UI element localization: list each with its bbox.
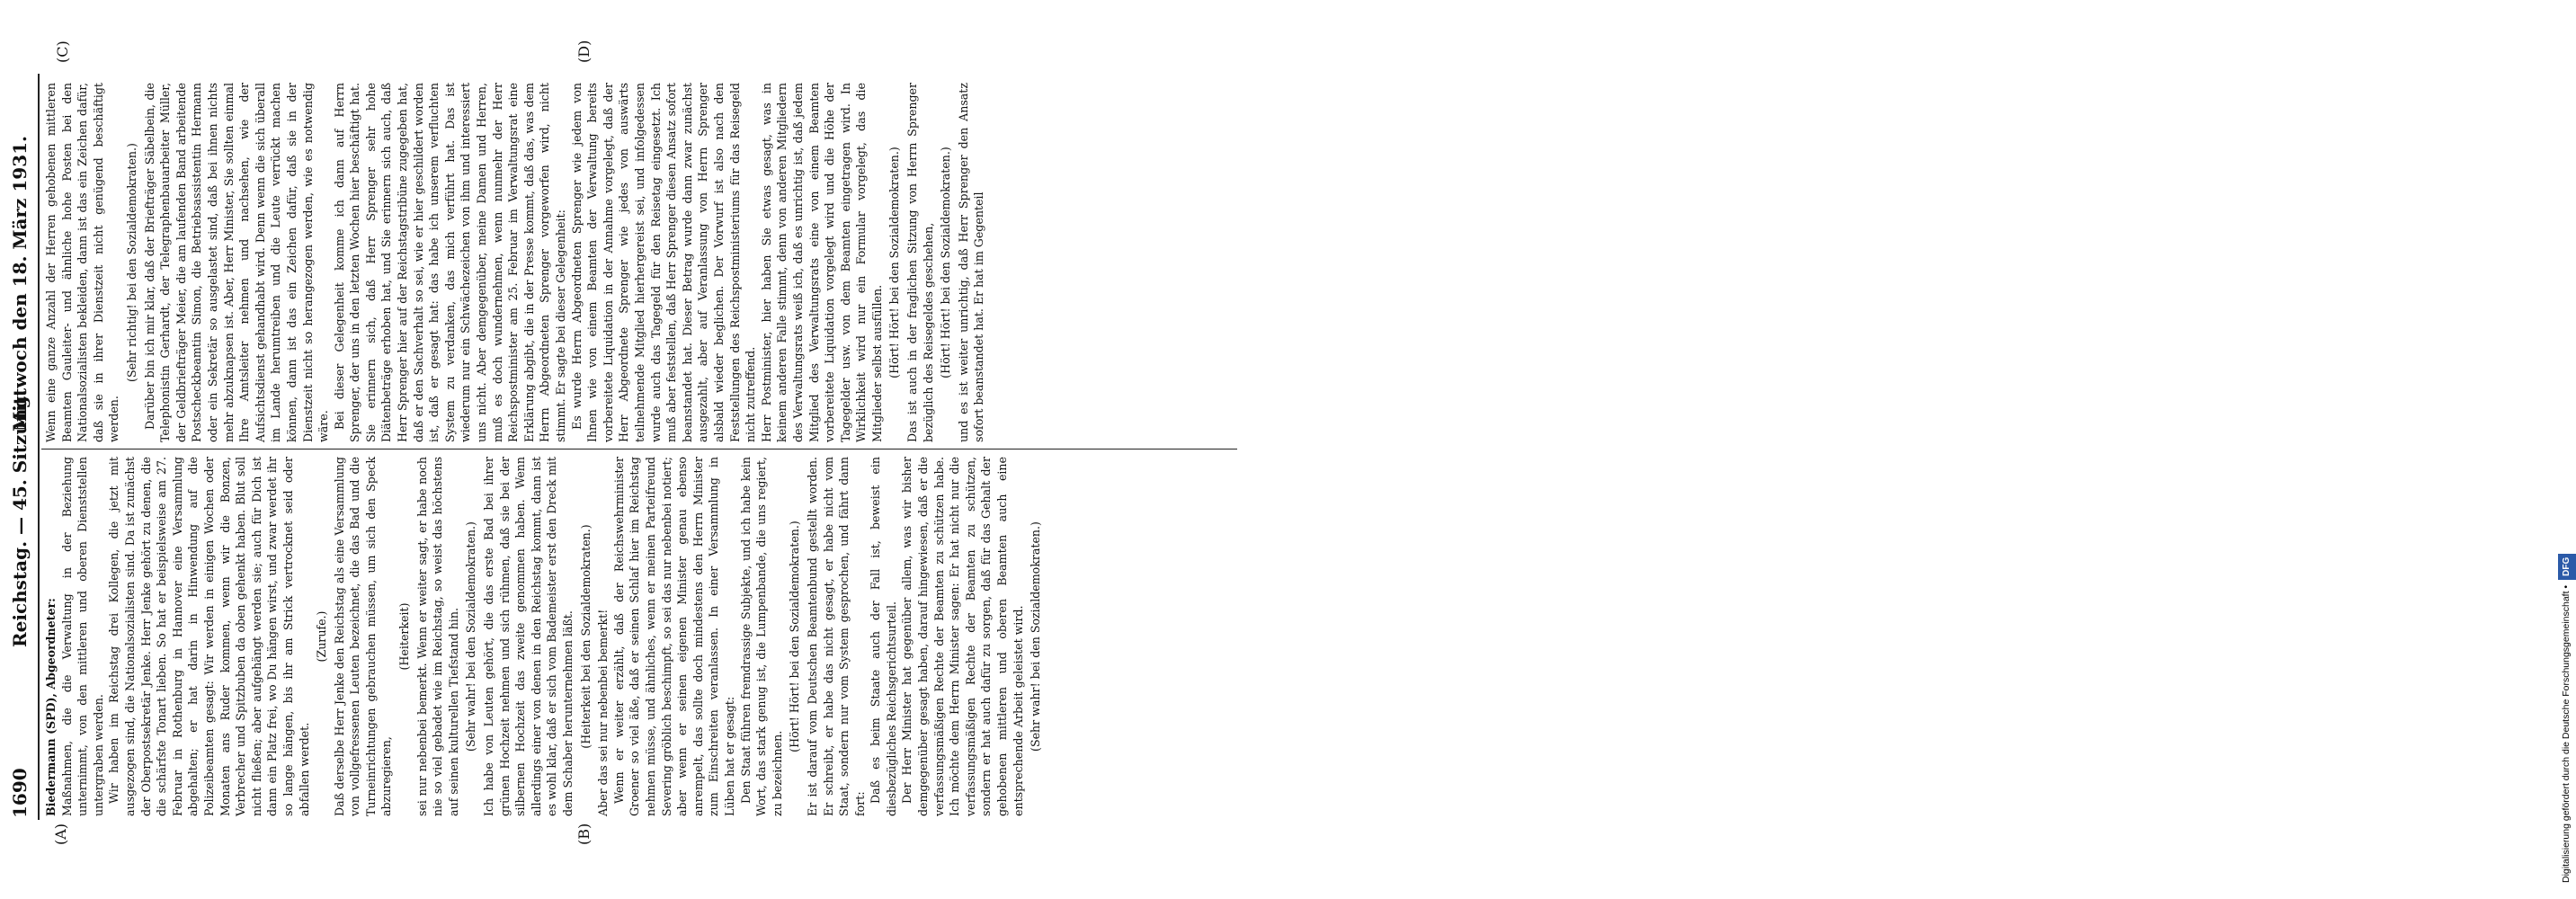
interjection: (Sehr wahr! bei den Sozialdemokraten.): [1029, 521, 1043, 752]
paragraph: Er ist darauf vom Deutschen Beamtenbund gestellt worden. Er schreibt, er habe das nicht gesagt, er habe nicht vom Staat, sondern nur vom System gesprochen, und fährt dann fort:: [805, 457, 867, 816]
margin-marker-d: (D): [575, 40, 593, 63]
quote: Den Staat führen fremdrassige Subjekte, und ich habe kein Wort, das stark genug ist, die Lumpenbande, die uns regiert, zu bezeichnen.: [738, 457, 784, 816]
paragraph: Maßnahmen, die die Verwaltung in der Beziehung unternimmt, von den mittleren und oberen Dienststellen untergraben werden.: [59, 457, 105, 816]
left-column: [43, 457, 1046, 816]
interjection: (Heiterkeit): [397, 602, 412, 671]
paragraph: Wenn eine ganze Anzahl der Herren gehobenen mittleren Beamten Gauleiter- und ähnliche hohe Posten bei den Nationalsozialisten bekleiden, dann ist das ein Zeichen dafür, daß sie in ihrer Dienstzeit nicht genügend beschäftigt werden.: [44, 83, 121, 442]
interjection: (Zurufe.): [315, 610, 329, 663]
paragraph: Wir haben im Reichstag drei Kollegen, die jetzt mit ausgezogen sind, die Nationalsozialisten sind. Da ist zunächst der Oberpostsekretär Jenke. Herr Jenke gehört zu denen, die die schärfste Tonart lieben. So hat er beispielsweise am 27. Februar in Rothenburg in Hannover eine Versammlung abgehalten; er hat darin in Hinwendung auf die Polizeibeamten gesagt: Wir werden in einigen Wochen oder Monaten ans Ruder kommen, wenn wir die Bonzen, Verbrecher und Spitzbuben da oben gehenkt haben. Blut soll nicht fließen; aber aufgehängt werden sie; auch für Dich ist dann ein Platz frei, wo Du hängen wirst, und zwar werdet ihr so lange hängen, bis ihr am Strick vertrocknet seid oder abfallen werdet.: [107, 457, 311, 816]
page-header: [9, 81, 45, 818]
interjection: (Hört! Hört! bei den Sozialdemokraten.): [939, 147, 953, 378]
session-title: Reichstag. — 45. Sitzung.: [9, 389, 31, 647]
quote: Daß es beim Staate auch der Fall ist, beweist ein diesbezügliches Reichsgerichtsurteil.: [869, 457, 898, 816]
paragraph: sei nur nebenbei bemerkt. Wenn er weiter sagt, er habe noch nie so viel gebadet wie im Reichstag, so weist das höchstens auf seinen kulturellen Tiefstand hin.: [414, 457, 460, 816]
interjection: (Sehr richtig! bei den Sozialdemokraten.): [124, 143, 138, 382]
right-column: [43, 83, 987, 442]
interjection: (Hört! Hört! bei den Sozialdemokraten.): [788, 521, 802, 752]
paragraph: Ich habe von Leuten gehört, die das erste Bad bei ihrer grünen Hochzeit nehmen und sich rühmen, daß sie bei der silbernen Hochzeit das zweite genommen haben. Wenn allerdings einer von denen in den Reichstag kommt, dann ist es wohl klar, daß er sich vom Bademeister erst den Dreck mit dem Schaber herunternehmen läßt.: [482, 457, 575, 816]
paragraph: Darüber bin ich mir klar, daß der Briefträger Säbelbein, die Telephonistin Gerhardt, der Telegraphenbauarbeiter Müller, der Geldbriefträger Meier, die am laufenden Band arbeitende Postscheckbeamtin Simon, die Betriebsassistentin Hermann oder ein Sekretär so ausgelastet sind, daß bei ihnen nichts mehr abzuknapsen ist. Aber, Herr Minister, Sie sollten einmal Ihre Amtsleiter nehmen und nachsehen, wie der Aufsichtsdienst gehandhabt wird. Denn wenn die sich überall im Lande herumtreiben und die Leute verrückt machen können, dann ist das ein Zeichen dafür, daß sie in der Dienstzeit nicht so herangezogen werden, wie es notwendig wäre.: [142, 83, 331, 442]
margin-marker-a: (A): [52, 823, 69, 845]
paragraph: Bei dieser Gelegenheit komme ich dann auf Herrn Sprenger, der uns in den letzten Wochen hier beschäftigt hat. Sie erinnern sich, daß Herr Sprenger sehr hohe Diätenbeträge erhoben hat, und Sie erinnern sich auch, daß Herr Sprenger hier auf der Reichstagstribüne zugegeben hat, daß er den Sachverhalt so sei, wie er hier geschildert worden ist, daß er gesagt hat: das habe ich unserem verfluchten System zu verdanken, das mich verführt hat. Das ist wiederum nur ein Schwächezeichen von ihm und interessiert uns nicht. Aber demgegenüber, meine Damen und Herren, muß es doch wundernehmen, wenn nunmehr der Herr Reichspostminister am 25. Februar im Verwaltungsrat eine Erklärung abgibt, die in der Presse kommt, daß das, was dem Herrn Abgeordneten Sprenger vorgeworfen wird, nicht stimmt. Er sagte bei dieser Gelegenheit:: [332, 83, 567, 442]
interjection: (Sehr wahr! bei den Sozialdemokraten.): [464, 521, 478, 752]
paragraph: Der Herr Minister hat gegenüber allem, was wir bisher demgegenüber gesagt haben, darauf hingewiesen, daß er die verfassungsmäßigen Rechte der Beamten zu schützen habe. Ich möchte dem Herrn Minister sagen: Er hat nicht nur die verfassungsmäßigen Rechte der Beamten zu schützen, sondern er hat auch dafür zu sorgen, daß für das Gehalt der gehobenen mittleren und oberen Beamten auch eine entsprechende Arbeit geleistet wird.: [900, 457, 1025, 816]
paragraph: Wenn er weiter erzählt, daß der Reichswehrminister Groener so viel äße, daß er seinen Schlaf hier im Reichstag nehmen müsse, und ähnliches, wenn er meinen Parteifreund Severing gröblich beschimpft, so sei das nur nebenbei notiert; aber wenn er seinen eigenen Minister genau ebenso anrempelt, das sollte doch mindestens den Herrn Minister zum Einschreiten veranlassen. In einer Versammlung in Lüben hat er gesagt:: [611, 457, 736, 816]
margin-marker-c: (C): [54, 40, 71, 63]
margin-marker-b: (B): [575, 823, 593, 845]
funding-note: [2557, 554, 2575, 890]
quote: Es wurde Herrn Abgeordneten Sprenger wie jedem von Ihnen wie von einem Beamten der Verwaltung bereits vorbereitete Liquidation in der Annahme vorgelegt, daß der Herr Abgeordnete Sprenger wie jedes von auswärts teilnehmende Mitglied hierhergereist sei, und infolgedessen wurde auch das Tagegeld für den Reisetag eingesetzt. Ich muß aber feststellen, daß Herr Sprenger diesen Ansatz sofort beanstandet hat. Dieser Betrag wurde dann zwar zunächst ausgezahlt, aber auf Veranlassung von Herrn Sprenger alsbald wieder beglichen. Der Vorwurf ist also nach den Feststellungen des Reichspostministeriums für das Reisegeld nicht zutreffend.: [569, 83, 758, 442]
header-rule: [38, 74, 40, 820]
paragraph: und es ist weiter unrichtig, daß Herr Sprenger den Ansatz sofort beanstandet hat. Er hat im Gegenteil: [956, 83, 986, 442]
document-page: [0, 0, 1254, 899]
page-number: 1690: [9, 768, 31, 818]
speaker-line: Biedermann (SPD), Abgeordneter:: [44, 598, 58, 816]
funding-text: Digitalisierung gefördert durch die Deutsche Forschungsgemeinschaft •: [2561, 584, 2572, 883]
paragraph: Herr Postminister, hier haben Sie etwas gesagt, was in keinem anderen Falle stimmt, denn von anderen Mitgliedern des Verwaltungsrats weiß ich, daß es unrichtig ist, daß jedem Mitglied des Verwaltungsrats eine von einem Beamten vorbereitete Liquidation vorgelegt wird und die Höhe der Tagegelder usw. von dem Beamten eingetragen wird. In Wirklichkeit wird nur ein Formular vorgelegt, das die Mitglieder selbst ausfüllen.: [759, 83, 884, 442]
interjection: (Heiterkeit bei den Sozialdemokraten.): [578, 524, 593, 749]
paragraph: Aber das sei nur nebenbei bemerkt!: [596, 609, 611, 816]
interjection: (Hört! Hört! bei den Sozialdemokraten.): [887, 147, 902, 378]
dfg-logo: DFG: [2558, 554, 2576, 580]
column-divider: [41, 449, 1237, 450]
paragraph: Daß derselbe Herr Jenke den Reichstag als eine Versammlung von vollgefressenen Leuten bezeichnet, die das Bad und die Turneinrichtungen gebrauchen müssen, um sich den Speck abzuregieren,: [332, 457, 394, 816]
funding-sidebar: [1268, 0, 2572, 899]
paragraph: Das ist auch in der fraglichen Sitzung von Herrn Sprenger bezüglich des Reisegeldes geschehen,: [905, 83, 935, 442]
session-date: Mittwoch den 18. März 1931.: [9, 135, 31, 432]
